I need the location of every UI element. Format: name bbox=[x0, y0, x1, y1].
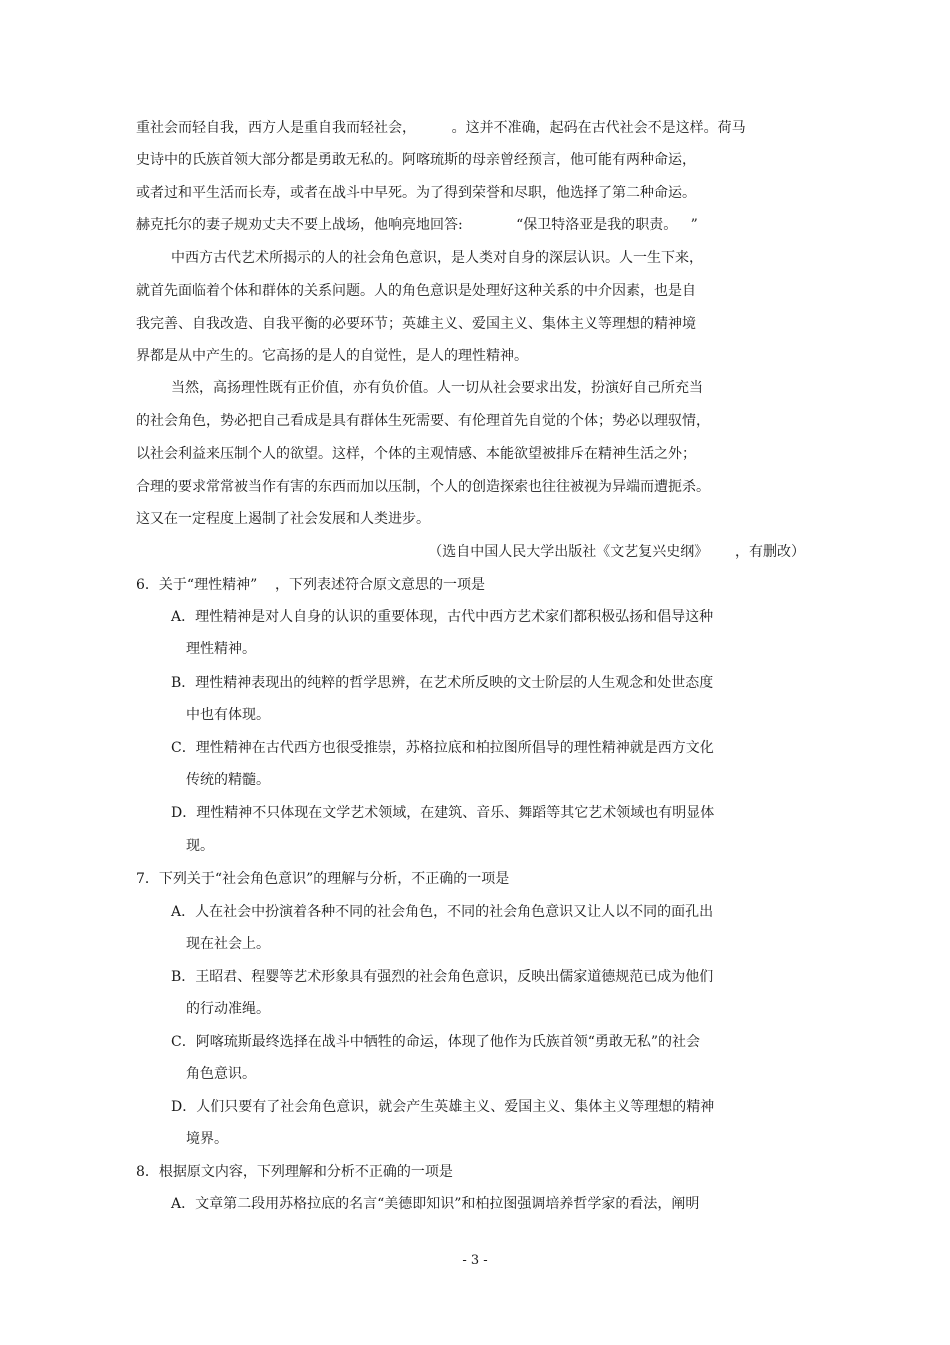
option-line: A．文章第二段用苏格拉底的名言“美德即知识”和柏拉图强调培养哲学家的看法，阐明 bbox=[171, 1196, 700, 1212]
option-line: A．理性精神是对人自身的认识的重要体现，古代中西方艺术家们都积极弘扬和倡导这种 bbox=[171, 609, 714, 625]
passage-line: 赫克托尔的妻子规劝丈夫不要上战场，他响亮地回答: “保卫特洛亚是我的职责。 ” bbox=[136, 217, 698, 233]
passage-line: 当然，高扬理性既有正价值，亦有负价值。人一切从社会要求出发，扮演好自己所充当 bbox=[171, 380, 703, 396]
passage-line: 合理的要求常常被当作有害的东西而加以压制，个人的创造探索也往往被视为异端而遭扼杀。 bbox=[136, 479, 710, 495]
option-line: C．理性精神在古代西方也很受推崇，苏格拉底和柏拉图所倡导的理性精神就是西方文化 bbox=[171, 740, 714, 756]
option-line: D．理性精神不只体现在文学艺术领域，在建筑、音乐、舞蹈等其它艺术领域也有明显体 bbox=[171, 805, 715, 821]
question-stem: 8．根据原文内容，下列理解和分析不正确的一项是 bbox=[136, 1164, 453, 1180]
option-line: B．王昭君、程婴等艺术形象具有强烈的社会角色意识，反映出儒家道德规范已成为他们 bbox=[171, 969, 714, 985]
option-line: B．理性精神表现出的纯粹的哲学思辨，在艺术所反映的文士阶层的人生观念和处世态度 bbox=[171, 675, 714, 691]
passage-line: 以社会利益来压制个人的欲望。这样，个体的主观情感、本能欲望被排斥在精神生活之外； bbox=[136, 446, 696, 462]
passage-line: 史诗中的氏族首领大部分都是勇敢无私的。阿喀琉斯的母亲曾经预言，他可能有两种命运， bbox=[136, 152, 696, 168]
option-line: 角色意识。 bbox=[186, 1066, 256, 1082]
passage-line: 这又在一定程度上遏制了社会发展和人类进步。 bbox=[136, 511, 430, 527]
option-line: 的行动准绳。 bbox=[186, 1001, 270, 1017]
option-line: 现。 bbox=[186, 838, 214, 854]
passage-line: 的社会角色，势必把自己看成是具有群体生死需要、有伦理首先自觉的个体；势必以理驭情， bbox=[136, 413, 710, 429]
passage-line: 我完善、自我改造、自我平衡的必要环节；英雄主义、爱国主义、集体主义等理想的精神境 bbox=[136, 316, 696, 332]
source-citation: （选自中国人民大学出版社《文艺复兴史纲》 ，有删改） bbox=[428, 544, 805, 560]
question-stem: 7．下列关于“社会角色意识”的理解与分析，不正确的一项是 bbox=[136, 871, 510, 887]
option-line: 理性精神。 bbox=[186, 641, 256, 657]
passage-line: 界都是从中产生的。它高扬的是人的自觉性，是人的理性精神。 bbox=[136, 348, 528, 364]
option-line: A．人在社会中扮演着各种不同的社会角色，不同的社会角色意识又让人以不同的面孔出 bbox=[171, 904, 714, 920]
option-line: 现在社会上。 bbox=[186, 936, 270, 952]
passage-line: 重社会而轻自我，西方人是重自我而轻社会， 。这并不准确，起码在古代社会不是这样。荷马 bbox=[136, 120, 746, 136]
passage-line: 就首先面临着个体和群体的关系问题。人的角色意识是处理好这种关系的中介因素，也是自 bbox=[136, 283, 696, 299]
option-line: 中也有体现。 bbox=[186, 707, 270, 723]
passage-line: 或者过和平生活而长寿，或者在战斗中早死。为了得到荣誉和尽职，他选择了第二种命运。 bbox=[136, 185, 696, 201]
page-number: - 3 - bbox=[462, 1253, 488, 1268]
option-line: 境界。 bbox=[186, 1131, 228, 1147]
question-stem: 6．关于“理性精神” ，下列表述符合原文意思的一项是 bbox=[136, 577, 486, 593]
passage-line: 中西方古代艺术所揭示的人的社会角色意识，是人类对自身的深层认识。人一生下来， bbox=[171, 250, 703, 266]
option-line: D．人们只要有了社会角色意识，就会产生英雄主义、爱国主义、集体主义等理想的精神 bbox=[171, 1099, 715, 1115]
option-line: C．阿喀琉斯最终选择在战斗中牺牲的命运，体现了他作为氏族首领“勇敢无私”的社会 bbox=[171, 1034, 701, 1050]
option-line: 传统的精髓。 bbox=[186, 772, 270, 788]
